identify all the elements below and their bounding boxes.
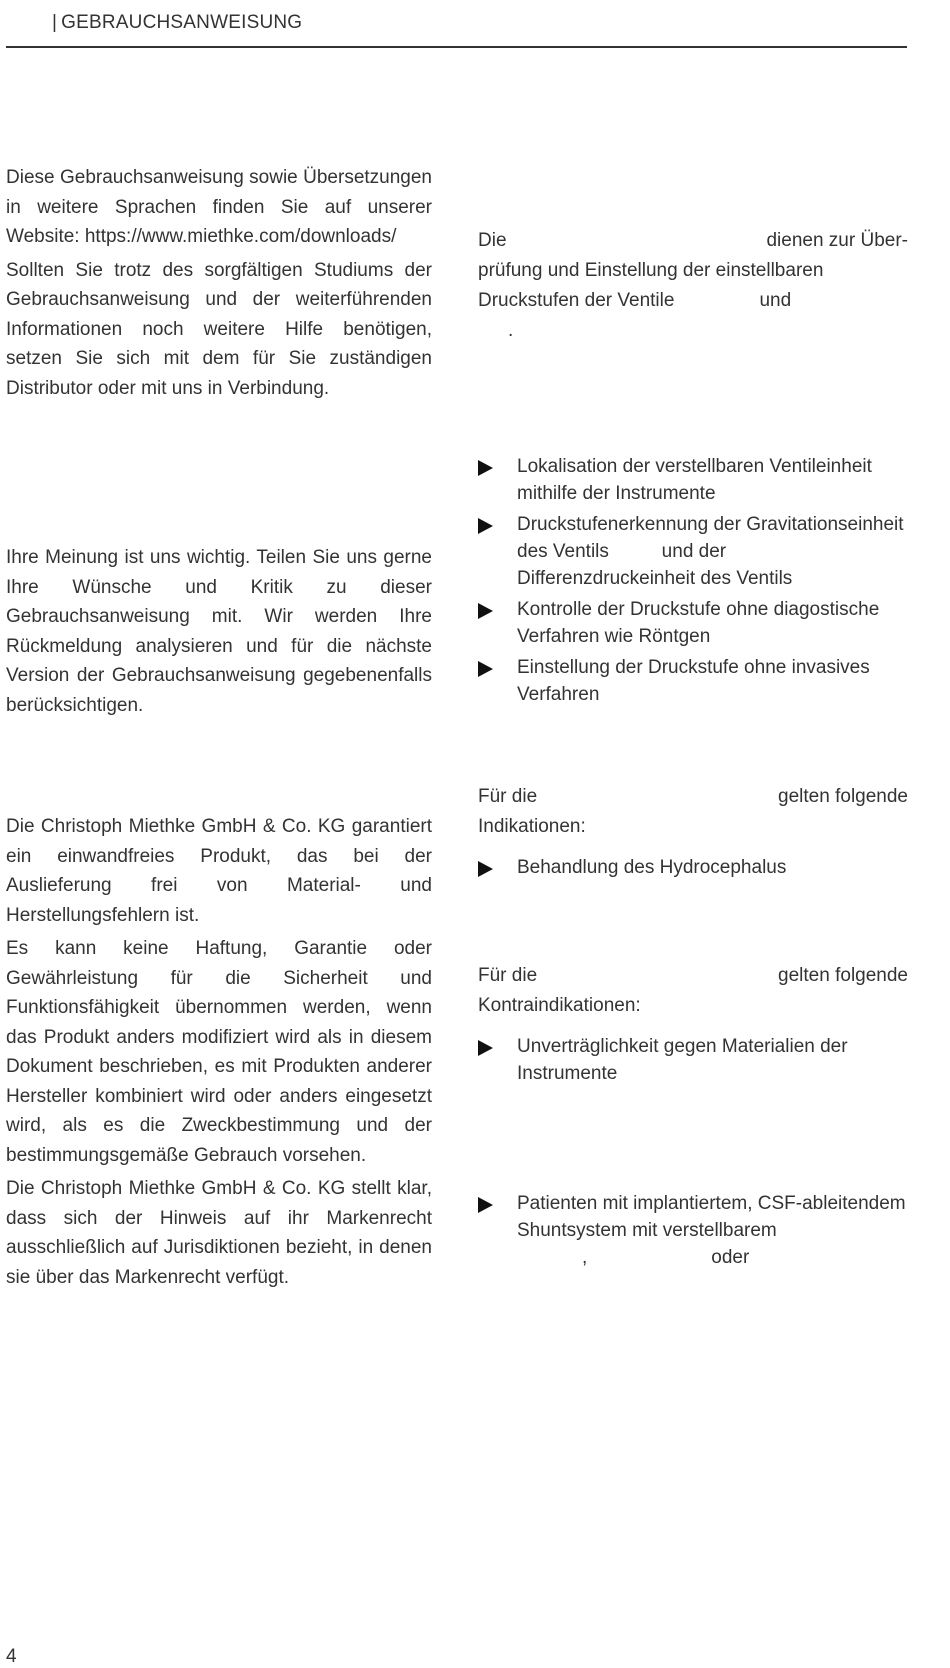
feedback-paragraph: Ihre Meinung ist uns wichtig. Teilen Sie uns gerne Ihre Wünsche und Kritik zu dieser Gebrauchsanweisung mit. Wir werden Ihre Rückmeldung analysieren und für die nächste Version der Gebrauchsanweisung gegebenenfalls berücksichtigen.: [6, 547, 432, 716]
purpose-line4: .: [508, 320, 514, 341]
warranty-paragraph: Die Christoph Miethke GmbH & Co. KG garantiert ein einwandfreies Produkt, das bei der Auslieferung frei von Material- und Herstellungsfehlern ist.: [6, 816, 432, 926]
list-item: Patienten mit implantiertem, CSF-ableitendem Shuntsystem mit verstellbarem: [478, 1190, 908, 1244]
list-item: Kontrolle der Druckstufe ohne diagostische Verfahren wie Röntgen: [478, 596, 908, 650]
bullet-arrow-icon: [478, 603, 493, 619]
patients-section: [478, 1190, 908, 1271]
purpose-line3-left: Druckstufen der Ventile: [478, 290, 675, 311]
indications-section: [478, 782, 908, 885]
purpose-line1-right: dienen zur Über-: [766, 230, 908, 251]
contraindications-section: [478, 961, 908, 1091]
feature-list: [478, 453, 908, 712]
purpose-line2: prüfung und Einstellung der einstellbaren: [478, 260, 824, 281]
purpose-section: [478, 226, 908, 346]
bullet-arrow-icon: [478, 1040, 493, 1056]
purpose-line1-left: Die: [478, 230, 507, 251]
header-title: | GEBRAUCHSANWEISUNG: [52, 12, 302, 34]
bullet-arrow-icon: [478, 661, 493, 677]
patients-list: [478, 1190, 908, 1244]
page-number: 4: [6, 1646, 17, 1667]
purpose-line-1: [478, 226, 908, 256]
contraindications-list: [478, 1033, 908, 1087]
indications-lead: Für die gelten folgende: [478, 786, 908, 807]
list-item: Behandlung des Hydrocephalus: [478, 854, 908, 881]
warranty-section: [6, 812, 432, 1296]
bullet-arrow-icon: [478, 861, 493, 877]
list-item: Unverträglichkeit gegen Materialien der Instrumente: [478, 1033, 908, 1087]
purpose-line-4: [478, 316, 908, 346]
patients-line-3: , oder: [582, 1247, 750, 1268]
trademark-paragraph: Die Christoph Miethke GmbH & Co. KG stellt klar, dass sich der Hinweis auf ihr Markenrecht ausschließlich auf Jurisdiktionen bezieht, in denen sie über das Markenrecht verfügt.: [6, 1178, 432, 1288]
purpose-line3-right: und: [759, 290, 792, 311]
bullet-arrow-icon: [478, 518, 493, 534]
page-header: [6, 0, 907, 48]
bullet-arrow-icon: [478, 1197, 493, 1213]
website-section: [6, 163, 432, 407]
feedback-section: [6, 543, 432, 724]
list-item: Druckstufenerkennung der Gravitationseinheit des Ventils und der Differenzdruckeinheit des Ventils: [478, 511, 908, 592]
purpose-line-3: [478, 286, 908, 316]
liability-paragraph: Es kann keine Haftung, Garantie oder Gewährleistung für die Sicherheit und Funktionsfähigkeit übernommen werden, wenn das Produkt anders modifiziert wird als in diesem Dokument beschrieben, es mit Produkten anderer Hersteller kombiniert wird oder anders eingesetzt wird, als es die Zweckbestimmung und der bestimmungsgemäße Gebrauch vorsehen.: [6, 938, 432, 1166]
list-item: Einstellung der Druckstufe ohne invasives Verfahren: [478, 654, 908, 708]
indications-heading: Indikationen:: [478, 816, 586, 837]
help-paragraph: Sollten Sie trotz des sorgfältigen Studiums der Gebrauchsanweisung und der weiterführenden Informationen noch weitere Hilfe benötigen, setzen Sie sich mit dem für Sie zuständigen Distributor oder mit uns in Verbindung.: [6, 259, 432, 399]
contraindications-heading: Kontraindikationen:: [478, 995, 641, 1016]
contraindications-lead: Für die gelten folgende: [478, 965, 908, 986]
purpose-line-2: [478, 256, 908, 286]
website-paragraph: Diese Gebrauchsanweisung sowie Übersetzungen in weitere Sprachen finden Sie auf unserer Website: https://www.miethke.com/downloads/: [6, 167, 432, 247]
bullet-arrow-icon: [478, 460, 493, 476]
list-item: Lokalisation der verstellbaren Ventileinheit mithilfe der Instrumente: [478, 453, 908, 507]
indications-list: [478, 854, 908, 881]
